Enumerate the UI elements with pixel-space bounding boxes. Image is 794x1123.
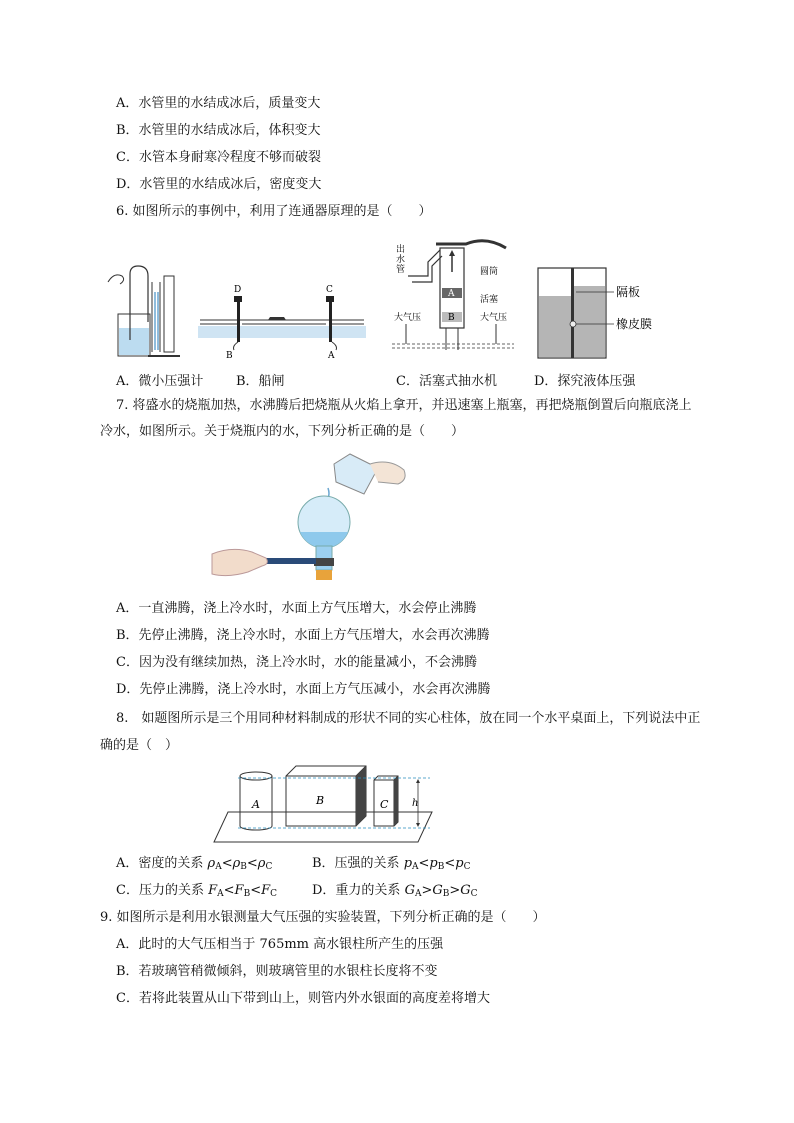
q6-caption-c: C．活塞式抽水机 [396,374,497,389]
sym: G [432,883,443,898]
sym: ρ [257,856,266,871]
label-outlet-1: 出 [396,245,406,255]
sub: C [463,862,471,872]
label-partition: 隔板 [616,285,641,299]
sym: G [460,883,471,898]
label-c: C [380,798,389,811]
sub: B [437,862,445,872]
sub: B [243,889,251,899]
q5-option-b: B．水管里的水结成冰后，体积变大 [116,123,321,138]
fig7-flask [210,446,420,592]
sym: F [261,883,271,898]
rel: > [449,883,461,898]
q7-option-d: D．先停止沸腾，浇上冷水时，水面上方气压减小，水会再次沸腾 [116,682,491,697]
rel: < [223,883,235,898]
label-membrane: 橡皮膜 [616,317,653,331]
sub: C [270,889,278,899]
label-outlet-2: 水 [396,255,406,265]
label-valve-b: B [448,313,455,323]
rel: < [246,856,258,871]
sub: A [217,889,224,899]
label-b: B [316,794,325,807]
fig6d-liquid-container [536,266,676,362]
q9-option-b: B．若玻璃管稍微倾斜，则玻璃管里的水银柱长度将不变 [116,964,438,979]
sub: C [265,862,273,872]
rel: < [221,856,233,871]
q6-stem: 6. 如图所示的事例中，利用了连通器原理的是（ ） [116,204,432,219]
sym: p [455,856,464,871]
sym: ρ [232,856,241,871]
q8-option-c [116,883,277,902]
q8-option-b [312,856,471,875]
q7-option-a: A．一直沸腾，浇上冷水时，水面上方气压增大，水会停止沸腾 [116,601,477,616]
sub: A [412,862,419,872]
q5-option-d: D．水管里的水结成冰后，密度变大 [116,177,322,192]
q7-stem-line2: 冷水，如图所示。关于烧瓶内的水，下列分析正确的是（ ） [100,424,465,439]
label-valve-a: A [448,289,455,299]
fig6a-pressure-gauge [100,262,190,362]
q9-option-c: C．若将此装置从山下带到山上，则管内外水银面的高度差将增大 [116,991,490,1006]
q8-option-a [116,856,272,875]
sym: p [403,856,413,871]
sym: ρ [207,856,216,871]
label-outlet-3: 管 [396,265,406,275]
fig8-solids [212,762,442,844]
q5-option-a: A．水管里的水结成冰后，质量变大 [116,96,321,111]
rel: > [421,883,433,898]
fig6c-piston-pump [388,232,518,362]
label-cylinder: 圆筒 [480,267,499,277]
sub: A [414,889,422,899]
q7-option-c: C．因为没有继续加热，浇上冷水时，水的能量减小，不会沸腾 [116,655,477,670]
q8-option-d-prefix: D．重力的关系 [312,883,405,898]
sym: F [234,883,244,898]
sub: B [240,862,247,872]
q8-stem-line2: 确的是（ ） [100,738,179,753]
label-h: h [412,798,419,809]
label-a: A [328,351,335,361]
sym: p [429,856,438,871]
label-atm-left: 大气压 [394,313,422,323]
q8-option-d [312,883,478,902]
sub: C [470,889,478,899]
q8-option-a-prefix: A．密度的关系 [116,856,208,871]
q6-caption-d: D．探究液体压强 [534,374,636,389]
q5-option-c: C．水管本身耐寒冷程度不够而破裂 [116,150,321,165]
sym: F [208,883,218,898]
label-d: D [234,285,242,295]
q8-option-c-prefix: C．压力的关系 [116,883,209,898]
q9-stem: 9. 如图所示是利用水银测量大气压强的实验装置，下列分析正确的是（ ） [100,910,546,925]
sub: B [442,889,450,899]
q8-stem-line1: 8. 如题图所示是三个用同种材料制成的形状不同的实心柱体，放在同一个水平桌面上，下列说法中正 [116,711,701,726]
q8-option-b-prefix: B．压强的关系 [312,856,404,871]
fig6b-ship-lock [198,282,368,362]
sub: A [215,862,222,872]
q7-stem-line1: 7. 将盛水的烧瓶加热，水沸腾后把烧瓶从火焰上拿开，并迅速塞上瓶塞，再把烧瓶倒置后向瓶底浇上 [116,398,692,413]
q6-caption-a: A．微小压强计 [116,374,204,389]
label-c: C [326,285,333,295]
label-a: A [252,798,260,811]
rel: < [418,856,430,871]
rel: < [444,856,456,871]
rel: < [250,883,262,898]
q6-caption-b: B．船闸 [236,374,285,389]
q9-option-a: A．此时的大气压相当于 765mm 高水银柱所产生的压强 [116,937,444,952]
label-atm-right: 大气压 [480,313,508,323]
sym: G [404,883,415,898]
label-piston: 活塞 [480,295,499,305]
q7-option-b: B．先停止沸腾，浇上冷水时，水面上方气压增大，水会再次沸腾 [116,628,490,643]
label-b: B [226,351,233,361]
